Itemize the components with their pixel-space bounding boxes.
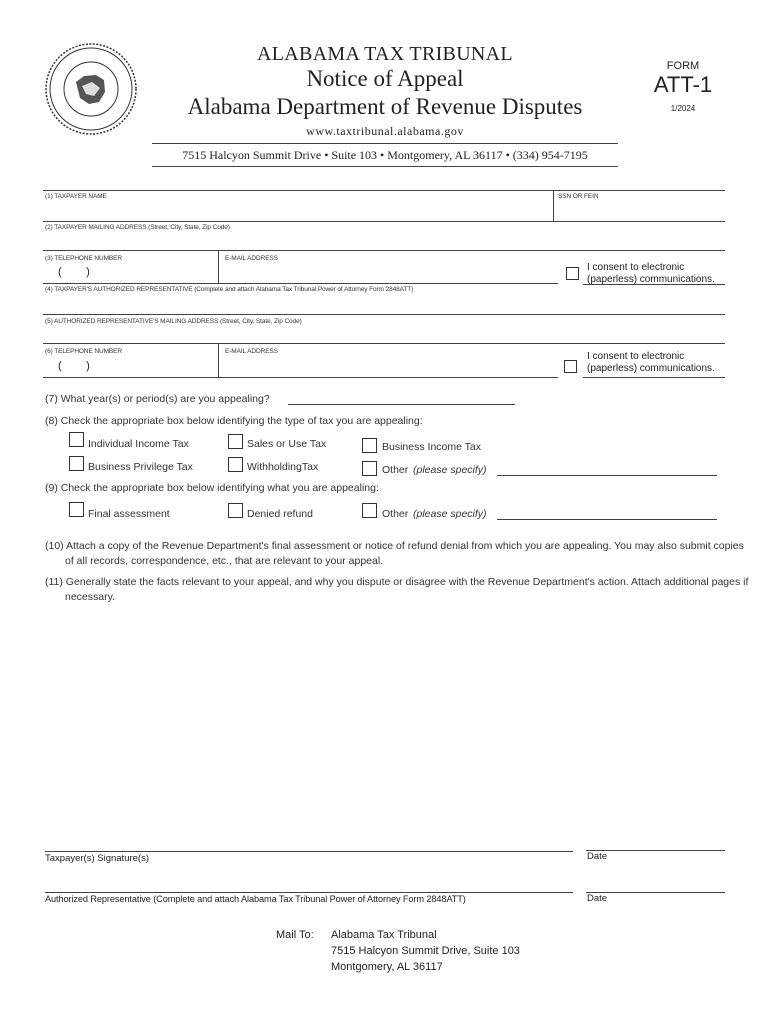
page-subtitle: Alabama Department of Revenue Disputes — [187, 94, 583, 119]
mail-to-label: Mail To: — [276, 929, 314, 941]
state-seal — [44, 42, 138, 136]
rule — [553, 190, 554, 221]
taxpayer-signature-label: Taxpayer(s) Signature(s) — [45, 853, 150, 864]
consent-3-label: I consent to electronic (paperless) communications. — [587, 262, 715, 285]
taxpayer-address-field[interactable] — [43, 250, 725, 251]
taxpayer-name-label: (1) TAXPAYER NAME — [45, 193, 107, 200]
other-appeal-label: Other — [382, 508, 409, 520]
seal-icon — [44, 42, 138, 136]
mail-line-1: Alabama Tax Tribunal — [331, 929, 437, 941]
business-privilege-checkbox[interactable] — [69, 456, 84, 471]
individual-income-checkbox[interactable] — [69, 432, 84, 447]
ssn-fein-label: SSN OR FEIN — [558, 193, 599, 200]
business-income-label: Business Income Tax — [382, 441, 482, 453]
telephone-3-label: (3) TELEPHONE NUMBER — [45, 255, 122, 262]
question-7: (7) What year(s) or period(s) are you appealing? — [45, 393, 270, 405]
taxpayer-name-field[interactable] — [43, 221, 725, 222]
other-tax-checkbox[interactable] — [362, 461, 377, 476]
rule — [583, 377, 725, 378]
rep-signature-label: Authorized Representative (Complete and attach Alabama Tax Tribunal Power of Attorney Form 2848ATT) — [45, 894, 466, 904]
rep-signature-field[interactable] — [45, 892, 573, 893]
denied-refund-label: Denied refund — [247, 508, 313, 520]
date-2-label: Date — [587, 893, 608, 904]
rep-address-field[interactable] — [43, 343, 725, 344]
taxpayer-address-label: (2) TAXPAYER MAILING ADDRESS (Street, City, State, Zip Code) — [45, 224, 230, 231]
website: www.taxtribunal.alabama.gov — [306, 124, 464, 138]
representative-label: (4) TAXPAYER'S AUTHORIZED REPRESENTATIVE (Complete and attach Alabama Tax Tribunal Power of Attorney Form 2848ATT) — [45, 286, 414, 293]
date-1-label: Date — [587, 851, 608, 862]
question-9: (9) Check the appropriate box below identifying what you are appealing: — [45, 482, 379, 494]
facts-textarea[interactable] — [45, 612, 725, 842]
sales-use-label: Sales or Use Tax — [247, 438, 327, 450]
rule — [43, 283, 558, 284]
rule — [43, 190, 725, 191]
consent-6-checkbox[interactable] — [564, 360, 577, 373]
other-appeal-checkbox[interactable] — [362, 503, 377, 518]
consent-6-label: I consent to electronic (paperless) communications. — [587, 351, 715, 374]
agency-name: ALABAMA TAX TRIBUNAL — [257, 43, 513, 65]
withholding-checkbox[interactable] — [228, 457, 243, 472]
taxpayer-signature-field[interactable] — [45, 851, 573, 852]
header-divider-bottom — [152, 166, 618, 167]
rule — [218, 343, 219, 377]
business-income-checkbox[interactable] — [362, 438, 377, 453]
rule — [218, 250, 219, 283]
telephone-6-label: (6) TELEPHONE NUMBER — [45, 348, 122, 355]
page-title: Notice of Appeal — [306, 66, 464, 91]
final-assessment-label: Final assessment — [88, 508, 170, 520]
question-10: (10) Attach a copy of the Revenue Department's final assessment or notice of refund denial from which you are appealing. You may also submit copies of all records, correspondence, etc., that are relevant to your appeal. — [45, 540, 744, 567]
question-8: (8) Check the appropriate box below identifying the type of tax you are appealing: — [45, 415, 423, 427]
form-date: 1/2024 — [670, 104, 696, 113]
other-tax-label: Other — [382, 464, 409, 476]
final-assessment-checkbox[interactable] — [69, 502, 84, 517]
denied-refund-checkbox[interactable] — [228, 503, 243, 518]
other-tax-specify: (please specify) — [413, 464, 487, 476]
question-11: (11) Generally state the facts relevant to your appeal, and why you dispute or disagree with the Revenue Department's action. Attach additional pages if necessary. — [45, 576, 749, 603]
email-6-label: E-MAIL ADDRESS — [225, 348, 278, 355]
sales-use-checkbox[interactable] — [228, 434, 243, 449]
business-privilege-label: Business Privilege Tax — [88, 461, 193, 473]
header-divider — [152, 143, 618, 144]
email-3-label: E-MAIL ADDRESS — [225, 255, 278, 262]
mail-line-3: Montgomery, AL 36117 — [331, 961, 443, 973]
other-tax-input[interactable] — [497, 464, 717, 476]
periods-input[interactable] — [288, 393, 515, 405]
phone-6-input[interactable]: ( ) — [58, 360, 90, 372]
rep-address-label: (5) AUTHORIZED REPRESENTATIVE'S MAILING ADDRESS (Street, City, State, Zip Code) — [45, 318, 302, 325]
representative-field[interactable] — [43, 314, 725, 315]
other-appeal-specify: (please specify) — [413, 508, 487, 520]
seal-text: ALABAMA TAX TRIBUNAL OFFICIAL SEAL — [44, 138, 64, 139]
rule — [583, 284, 725, 285]
form-label: FORM — [666, 60, 700, 72]
withholding-label: WithholdingTax — [247, 461, 319, 473]
rule — [43, 377, 558, 378]
form-number: ATT-1 — [653, 72, 713, 97]
consent-3-checkbox[interactable] — [566, 267, 579, 280]
phone-3-input[interactable]: ( ) — [58, 266, 90, 278]
address-line: 7515 Halcyon Summit Drive • Suite 103 • Montgomery, AL 36117 • (334) 954-7195 — [182, 148, 588, 162]
individual-income-label: Individual Income Tax — [88, 438, 189, 450]
mail-line-2: 7515 Halcyon Summit Drive, Suite 103 — [331, 945, 520, 957]
other-appeal-input[interactable] — [497, 508, 717, 520]
